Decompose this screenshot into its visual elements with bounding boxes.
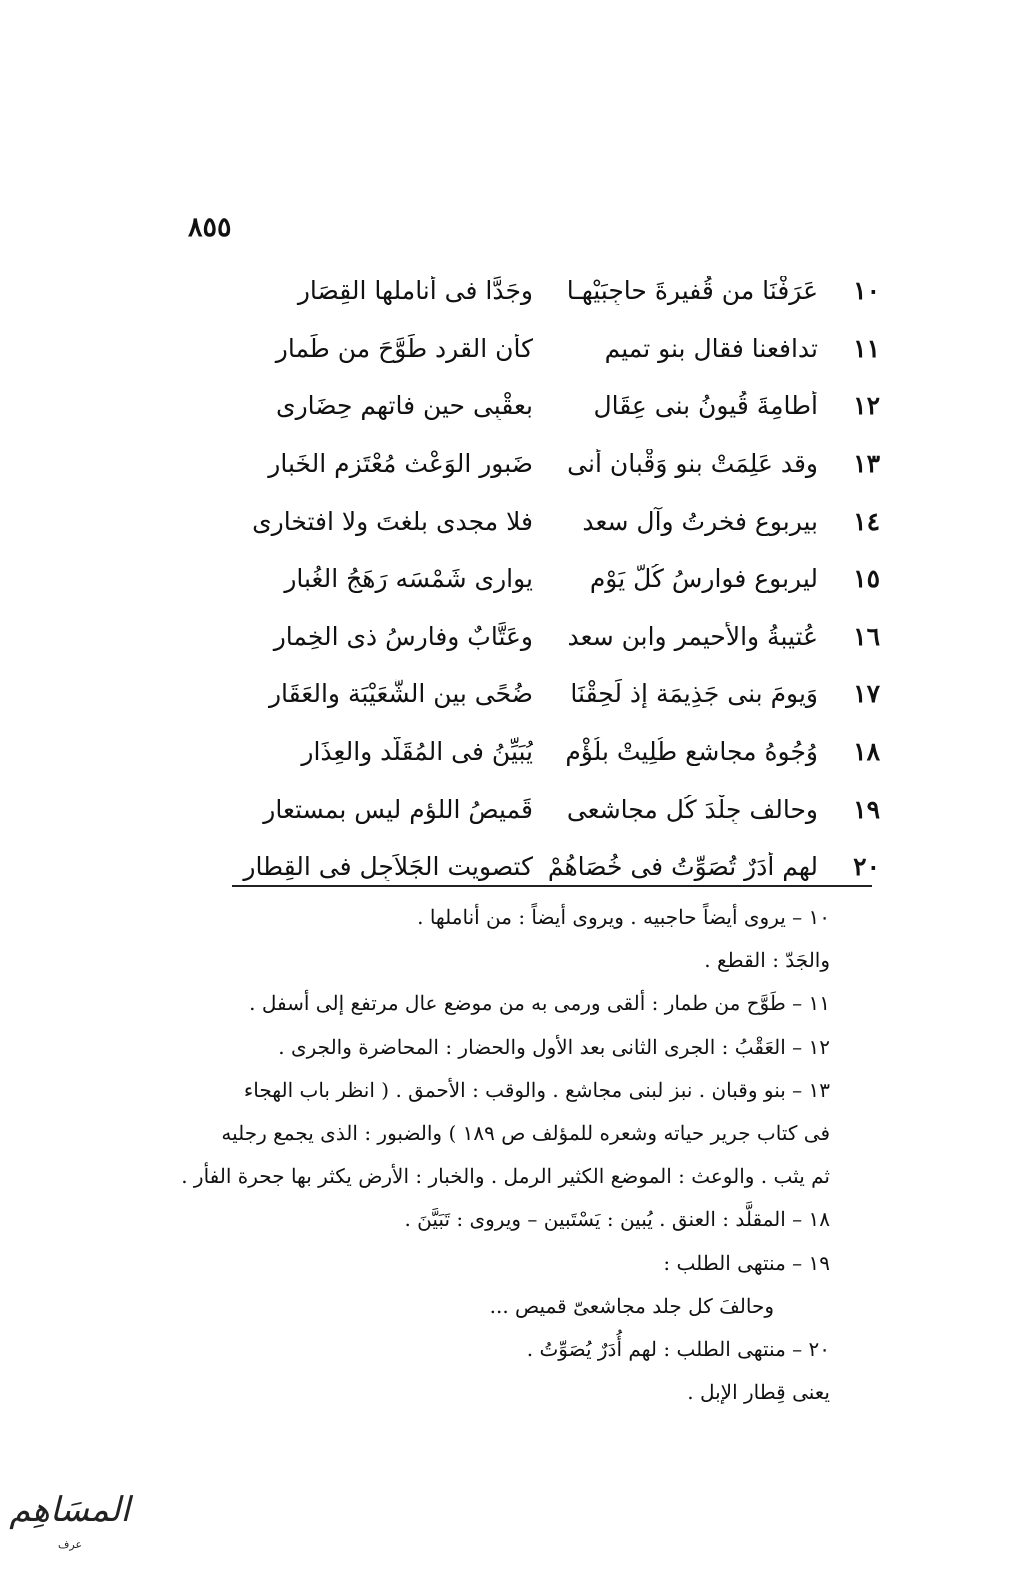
verse-number: ٢٠ [853, 852, 880, 882]
verse [228, 780, 880, 838]
verse-number: ١٣ [853, 449, 880, 479]
library-stamp [10, 1482, 130, 1574]
verse-first-hemistich: أطامِةَ قُيونُ بنى عِقَال [593, 391, 818, 421]
page-number: ٨٥٥ [188, 212, 232, 243]
verse-first-hemistich: بيربوع فخرتُ وآل سعد [582, 506, 818, 536]
poem [228, 262, 880, 896]
verse [228, 608, 880, 666]
footnote-divider [232, 885, 872, 887]
verse-second-hemistich: ضُحًى بين الشُّعَيْبَة والعَقَار [268, 679, 533, 709]
footnotes [178, 896, 830, 1414]
verse-second-hemistich: كأن القرد طَوَّحَ من طَمار [275, 333, 533, 363]
verse-second-hemistich: ضَبور الوَعْث مُعْتَزم الخَبار [268, 449, 533, 479]
verse-second-hemistich: يُبَيِّنُ فى المُقَلَّد والعِذَار [301, 737, 533, 767]
verse-first-hemistich: وَيومَ بنى جَذِيمَة إذ لَحِقْنَا [570, 679, 818, 709]
verse-first-hemistich: عُتيبةُ والأُحيمر وابن سعد [567, 621, 818, 651]
verse-first-hemistich: عَرَفْنَا من قُفيرةَ حاجِبَيْهـا [566, 276, 818, 306]
verse-number: ١٨ [853, 737, 880, 767]
verse-second-hemistich: وعَتَّابٌ وفارسُ ذى الخِمار [273, 621, 533, 651]
verse-first-hemistich: وُجُوهُ مجاشع طُلِيتْ بلُؤْم [565, 737, 818, 767]
verse-first-hemistich: لهم أُدَرٌ تُصَوِّتُ فى خُصَاهُمْ [547, 852, 818, 882]
footnote-line: يعنى قِطار الإبل . [687, 1380, 830, 1405]
verse [228, 492, 880, 550]
verse-second-hemistich: يوارى شَمْسَه رَهَجُ الغُبار [284, 564, 533, 594]
verse [228, 723, 880, 781]
footnote-line: وحالفَ كل جلد مجاشعىّ قميص ... [489, 1293, 774, 1318]
stamp-text: المسَاهِم [9, 1490, 130, 1530]
footnote-line: ١٨ – المقلَّد : العنق . يُبين : يَسْتَبين – ويروى : تَبَيَّنَ . [404, 1207, 830, 1232]
footnote-line: ٢٠ – منتهى الطلب : لهم أُدَرٌ يُصَوِّتُ . [526, 1336, 830, 1361]
verse [228, 262, 880, 320]
verse [228, 665, 880, 723]
verse-first-hemistich: ليربوع فوارسُ كُلَّ يَوْم [589, 564, 818, 594]
verse [228, 377, 880, 435]
verse-second-hemistich: وجَدًّا فى أناملها القِصَار [297, 276, 533, 306]
verse-first-hemistich: وحالف جِلْدَ كُل مجاشعى [566, 794, 818, 824]
verse-first-hemistich: وقد عَلِمَتْ بنو وَقْبان أنى [567, 449, 818, 479]
verse-second-hemistich: كتصويت الجَلاَجِل فى القِطار [243, 852, 533, 882]
verse-number: ١٥ [853, 564, 880, 594]
verse-number: ١٢ [853, 391, 880, 421]
footnote-line: والجَدّ : القطع . [704, 948, 830, 973]
footnote-line: فى كتاب جرير حياته وشعره للمؤلف ص ١٨٩ ) والضبور : الذى يجمع رجليه [221, 1120, 830, 1145]
verse-second-hemistich: قَميصُ اللؤم ليس بمستعار [263, 794, 533, 824]
footnote-line: ١٠ – يروى أيضاً حاجبيه . ويروى أيضاً : من أناملها . [417, 905, 830, 929]
verse-first-hemistich: تدافعنا فقال بنو تميم [604, 333, 818, 363]
footnote-line: ثم يثب . والوعث : الموضع الكثير الرمل . والخبار : الأرض يكثر بها جحرة الفأر . [181, 1164, 830, 1189]
verse-number: ١٩ [853, 794, 880, 824]
verse-second-hemistich: بعقْبِى حين فاتهم حِضَارى [276, 391, 533, 421]
footnote-line: ١٩ – منتهى الطلب : [663, 1250, 830, 1275]
verse-second-hemistich: فلا مجدى بلغتَ ولا افتخارى [252, 506, 533, 536]
verse [228, 320, 880, 378]
verse-number: ١١ [853, 333, 880, 363]
verse [228, 435, 880, 493]
verse-number: ١٦ [853, 621, 880, 651]
verse-number: ١٤ [853, 506, 880, 536]
footnote-line: ١٣ – بنو وقبان . نبز لبنى مجاشع . والوقب : الأحمق . ( انظر باب الهجاء [243, 1077, 830, 1102]
stamp-caption: عرف [57, 1538, 83, 1551]
footnote-line: ١١ – طَوَّح من طمار : ألقى ورمى به من موضع عال مرتفع إلى أسفل . [249, 991, 830, 1016]
footnote-line: ١٢ – العَقْبُ : الجرى الثانى بعد الأول والحضار : المحاضرة والجرى . [278, 1034, 830, 1059]
verse-number: ١٧ [853, 679, 880, 709]
verse [228, 550, 880, 608]
verse-number: ١٠ [853, 276, 880, 306]
